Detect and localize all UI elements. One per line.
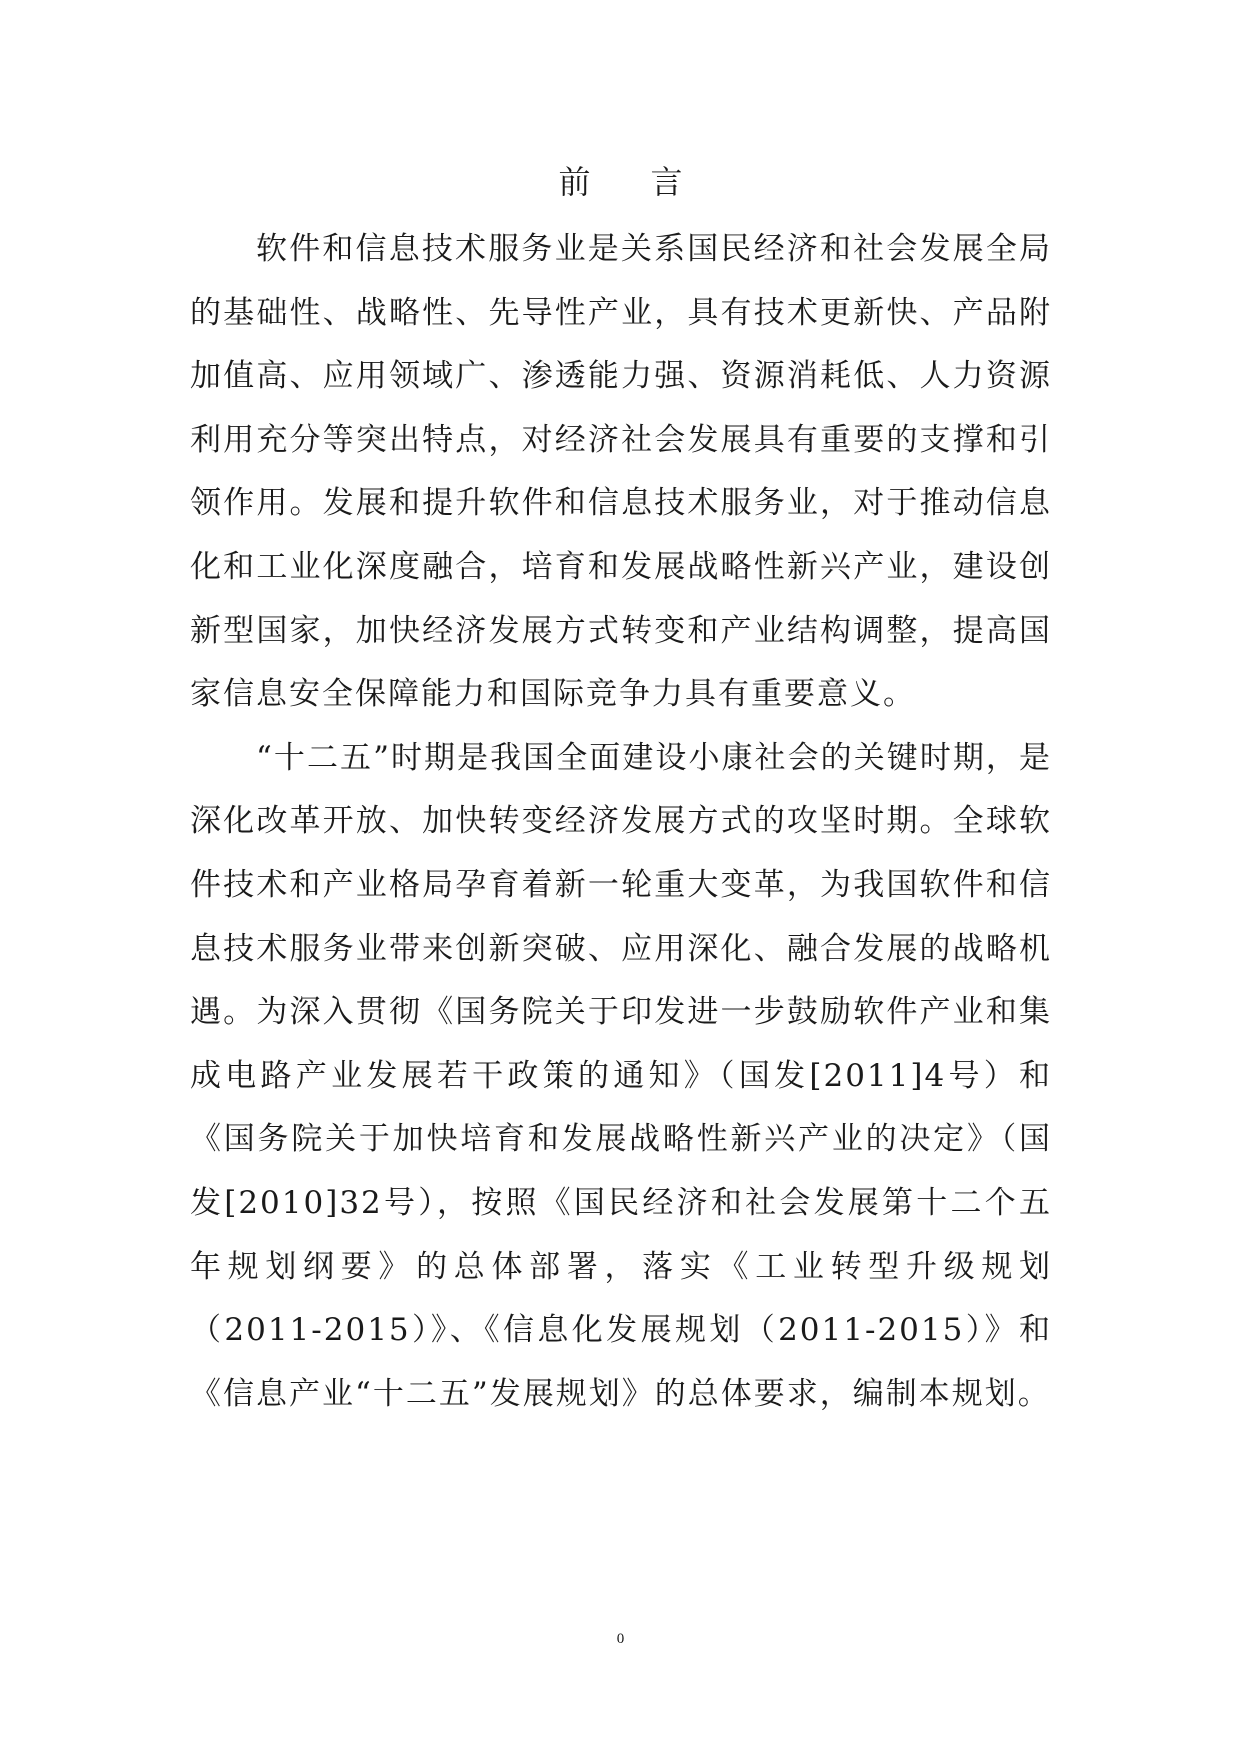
document-body (190, 218, 1052, 1426)
page-number: 0 (616, 1631, 625, 1647)
page-title: 前言 (558, 163, 743, 201)
paragraph-intro: 软件和信息技术服务业是关系国民经济和社会发展全局的基础性、战略性、先导性产业，具有技术更新快、产品附加值高、应用领域广、渗透能力强、资源消耗低、人力资源利用充分等突出特点，对经济社会发展具有重要的支撑和引领作用。发展和提升软件和信息技术服务业，对于推动信息化和工业化深度融合，培育和发展战略性新兴产业，建设创新型国家，加快经济发展方式转变和产业结构调整，提高国家信息安全保障能力和国际竞争力具有重要意义。 (190, 231, 1052, 713)
paragraph-context: “十二五”时期是我国全面建设小康社会的关键时期，是深化改革开放、加快转变经济发展方式的攻坚时期。全球软件技术和产业格局孕育着新一轮重大变革，为我国软件和信息技术服务业带来创新突破、应用深化、融合发展的战略机遇。为深入贯彻《国务院关于印发进一步鼓励软件产业和集成电路产业发展若干政策的通知》（国发[2011]4号）和《国务院关于加快培育和发展战略性新兴产业的决定》（国发[2010]32号），按照《国民经济和社会发展第十二个五年规划纲要》的总体部署，落实《工业转型升级规划（2011-2015）》、《信息化发展规划（2011-2015）》和《信息产业“十二五”发展规划》的总体要求，编制本规划。 (190, 739, 1052, 1412)
